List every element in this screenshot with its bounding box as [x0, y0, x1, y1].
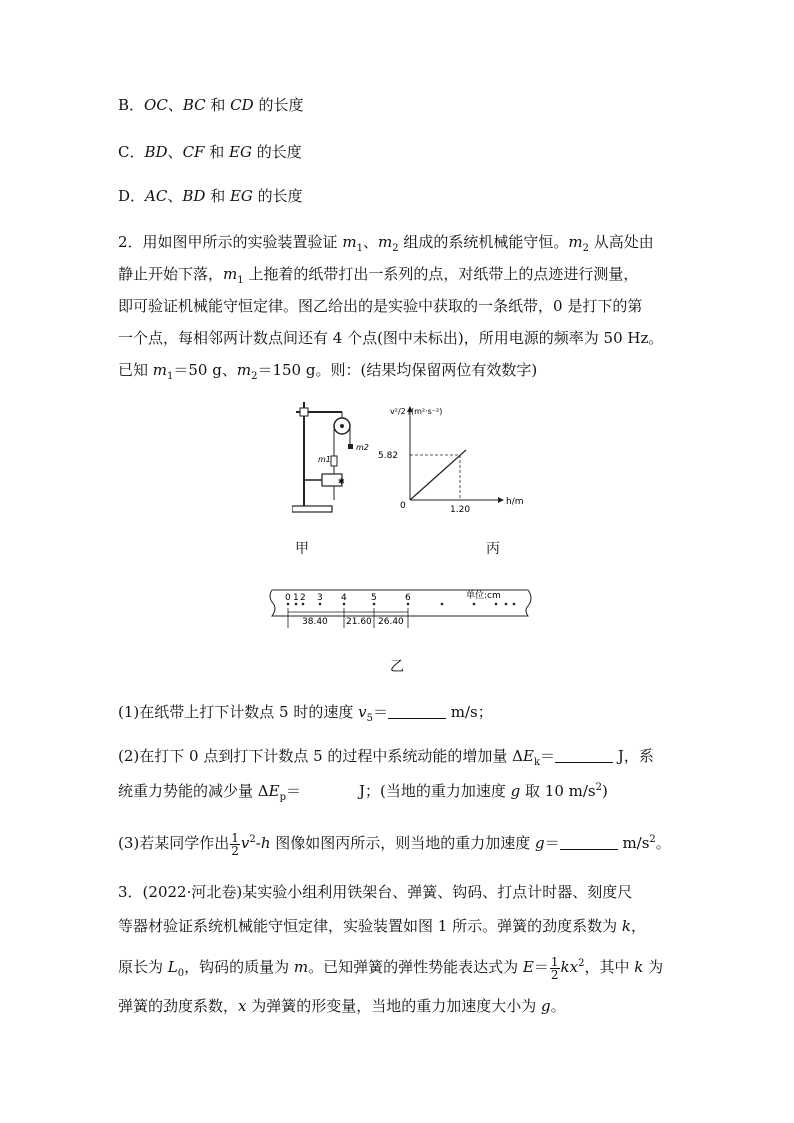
graph-origin: 0 [400, 501, 406, 511]
q2-sub3: (3)若某同学作出 $\frac{1}{2}$ $v^2-h$ 图像如图丙所示，则当地的重力加速度 $g= m/s^2$。 [118, 830, 671, 858]
caption-bing: 丙 [486, 541, 500, 557]
option-b: B．OC、BC 和 CD 的长度 [118, 96, 304, 114]
graph-x-tick: 1.20 [450, 505, 471, 515]
caption-jia: 甲 [295, 541, 309, 557]
answer-blank-2[interactable] [555, 748, 613, 763]
q3-line3: 原长为 $L_0$，钩码的质量为 m。已知弹簧的弹性势能表达式为 E＝ $\frac{1}{2}$ $kx^2$，其中 k 为 [118, 954, 664, 982]
q2-line3: 即可验证机械能守恒定律。图乙给出的是实验中获取的一条纸带，0 是打下的第 [118, 297, 643, 315]
q3-line1: 3．(2022·河北卷)某实验小组利用铁架台、弹簧、钩码、打点计时器、刻度尺 [118, 883, 633, 901]
graph-figure [368, 400, 528, 518]
tape-segment-3: 26.40 [378, 617, 404, 627]
graph-y-tick: 5.82 [378, 451, 399, 461]
tape-point-6: 6 [405, 593, 411, 603]
answer-blank-1[interactable] [388, 704, 446, 719]
q2-sub1: (1)在纸带上打下计数点 5 时的速度 $v_5= m/s$； [118, 703, 493, 724]
tape-point-4: 4 [341, 593, 347, 603]
tape-point-0: 0 [285, 593, 291, 603]
tape-point-3: 3 [317, 593, 323, 603]
tape-point-1: 1 [293, 593, 299, 603]
tape-segment-1: 38.40 [302, 617, 328, 627]
q2-line4: 一个点，每相邻两计数点间还有 4 个点(图中未标出)，所用电源的频率为 50 Hz。 [118, 329, 664, 347]
q2-line2: 静止开始下落，$m_1$ 上拖着的纸带打出一系列的点，对纸带上的点迹进行测量， [118, 265, 639, 286]
tape-unit: 单位:cm [466, 591, 501, 601]
tape-point-5: 5 [371, 593, 377, 603]
graph-ylabel: v²/2 /(m²·s⁻²) [390, 407, 443, 416]
tape-figure [268, 582, 536, 632]
caption-yi: 乙 [390, 659, 404, 675]
q2-line5: 已知 $m_1=50$ g、$m_2=150$ g。则：(结果均保留两位有效数字) [118, 361, 538, 382]
q2-sub2b: 统重力势能的减少量 $\Delta E_p= J$；(当地的重力加速度 g 取 10 $m/s^2$) [118, 782, 608, 803]
q2-line1: 2．用如图甲所示的实验装置验证 $m_1$、$m_2$ 组成的系统机械能守恒。$m_2$ 从高处由 [118, 233, 654, 254]
answer-blank-4[interactable] [560, 835, 618, 850]
apparatus-figure [292, 396, 372, 518]
q2-sub2a: (2)在打下 0 点到打下计数点 5 的过程中系统动能的增加量 $\Delta E_k= J$，系 [118, 747, 654, 768]
tape-segment-2: 21.60 [346, 617, 372, 627]
q3-line2: 等器材验证系统机械能守恒定律，实验装置如图 1 所示。弹簧的劲度系数为 k， [118, 917, 646, 935]
option-d: D．AC、BD 和 EG 的长度 [118, 187, 303, 205]
graph-xlabel: h/m [506, 497, 524, 507]
m2-label: m2 [356, 443, 369, 452]
option-c: C．BD、CF 和 EG 的长度 [118, 143, 302, 161]
tape-point-2: 2 [300, 593, 306, 603]
q3-line4: 弹簧的劲度系数，x 为弹簧的形变量，当地的重力加速度大小为 g。 [118, 997, 566, 1015]
svg-text:✱: ✱ [338, 477, 345, 486]
m1-label: m1 [318, 455, 331, 464]
